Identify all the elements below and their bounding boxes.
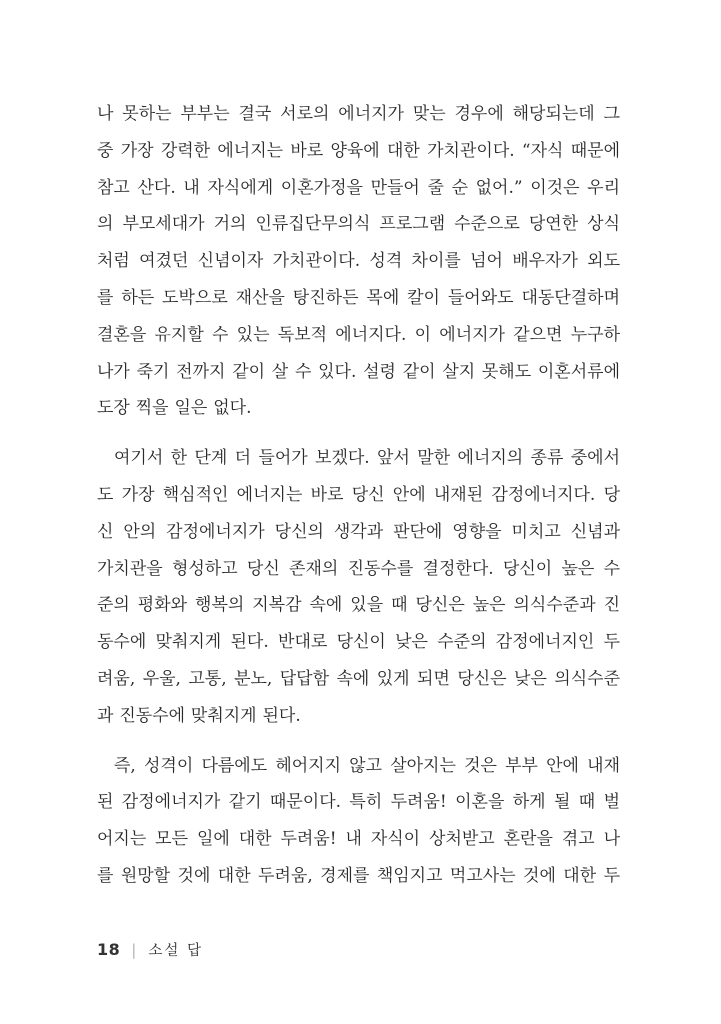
- text-line: 동수에 맞춰지게 된다. 반대로 당신이 낮은 수준의 감정에너지인 두: [97, 632, 620, 653]
- text-line: 나가 죽기 전까지 같이 살 수 있다. 설령 같이 살지 못해도 이혼서류에: [97, 361, 620, 382]
- text-line: 를 원망할 것에 대한 두려움, 경제를 책임지고 먹고사는 것에 대한 두: [97, 865, 620, 886]
- text-line: 의 부모세대가 거의 인류집단무의식 프로그램 수준으로 당연한 상식: [97, 214, 620, 235]
- paragraph-2: [97, 440, 620, 734]
- text-line: 준의 평화와 행복의 지복감 속에 있을 때 당신은 높은 의식수준과 진: [97, 595, 620, 616]
- text-line: 과 진동수에 맞춰지게 된다.: [97, 705, 301, 726]
- text-line: 여기서 한 단계 더 들어가 보겠다. 앞서 말한 에너지의 종류 중에서: [114, 448, 620, 469]
- text-line: 려움, 우울, 고통, 분노, 답답함 속에 있게 되면 당신은 낮은 의식수준: [97, 668, 620, 689]
- page-body: [97, 96, 620, 908]
- paragraph-3: [97, 748, 620, 895]
- text-line: 처럼 여겼던 신념이자 가치관이다. 성격 차이를 넘어 배우자가 외도: [97, 251, 620, 272]
- text-line: 중 가장 강력한 에너지는 바로 양육에 대한 가치관이다. “자식 때문에: [97, 140, 620, 161]
- text-line: 나 못하는 부부는 결국 서로의 에너지가 맞는 경우에 해당되는데 그: [97, 104, 620, 124]
- text-line: 참고 산다. 내 자식에게 이혼가정을 만들어 줄 순 없어.” 이것은 우리: [97, 177, 620, 198]
- text-line: 를 하든 도박으로 재산을 탕진하든 목에 칼이 들어와도 대동단결하며: [97, 287, 620, 308]
- page-number: 18: [97, 940, 121, 959]
- text-line: 도 가장 핵심적인 에너지는 바로 당신 안에 내재된 감정에너지다. 당: [97, 484, 620, 505]
- text-line: 신 안의 감정에너지가 당신의 생각과 판단에 영향을 미치고 신념과: [97, 521, 620, 542]
- paragraph-1: [97, 96, 620, 427]
- text-line: 결혼을 유지할 수 있는 독보적 에너지다. 이 에너지가 같으면 누구하: [97, 324, 620, 345]
- text-line: 어지는 모든 일에 대한 두려움! 내 자식이 상처받고 혼란을 겪고 나: [97, 829, 620, 850]
- text-line: 즉, 성격이 다름에도 헤어지지 않고 살아지는 것은 부부 안에 내재: [114, 755, 620, 776]
- text-line: 된 감정에너지가 같기 때문이다. 특히 두려움! 이혼을 하게 될 때 벌: [97, 792, 620, 813]
- page-footer: [97, 939, 203, 960]
- footer-separator: |: [131, 940, 137, 959]
- book-title: 소설 답: [148, 943, 203, 959]
- text-line: 가치관을 형성하고 당신 존재의 진동수를 결정한다. 당신이 높은 수: [97, 558, 620, 579]
- text-line: 도장 찍을 일은 없다.: [97, 398, 252, 419]
